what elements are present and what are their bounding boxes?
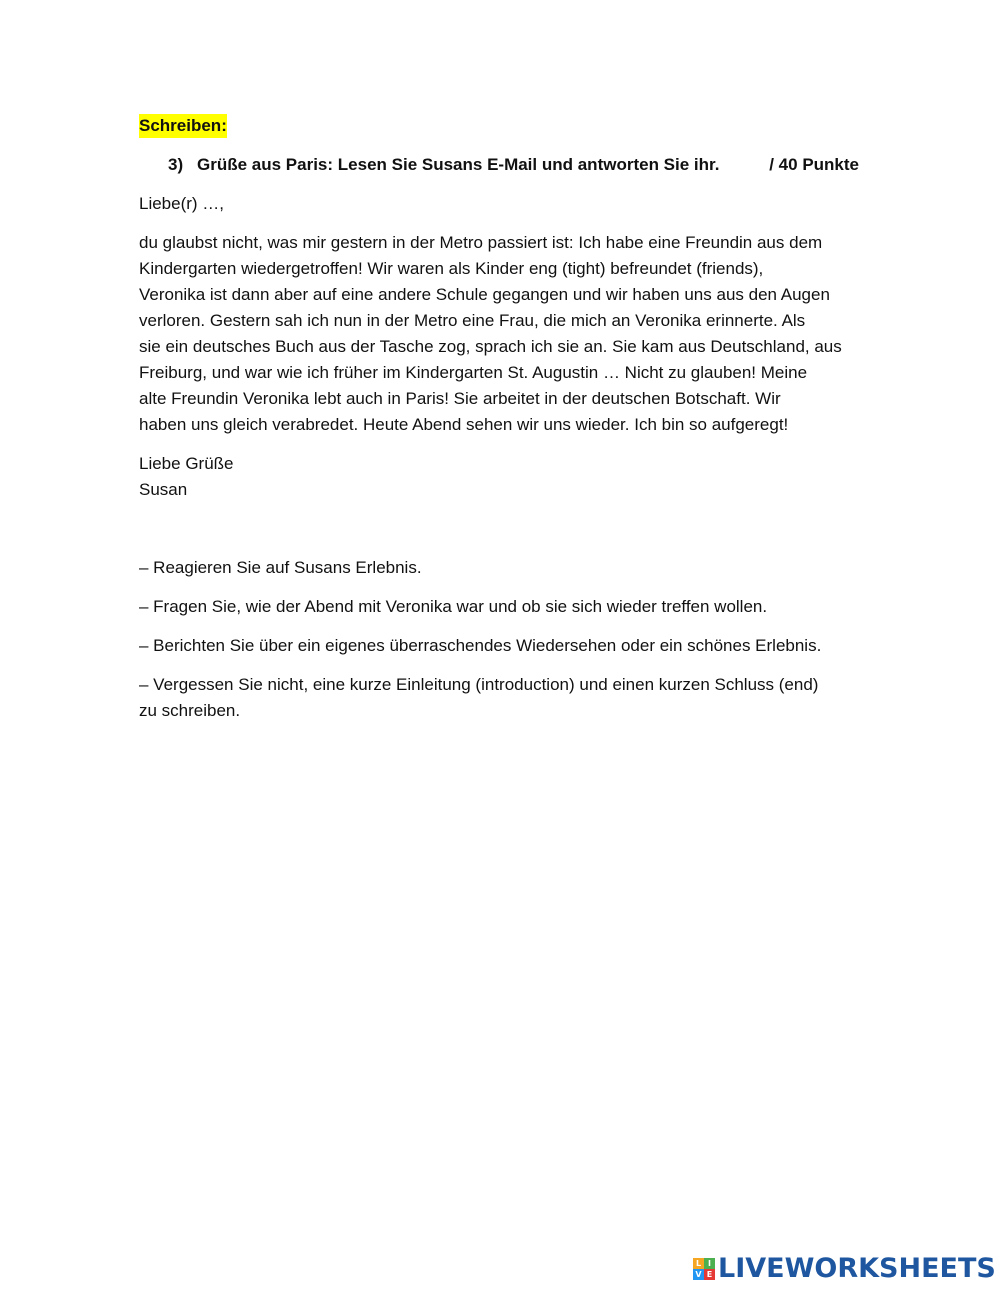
logo-badge-letter: V: [693, 1269, 704, 1280]
task-heading: [139, 152, 861, 178]
letter-line: Freiburg, und war wie ich früher im Kindergarten St. Augustin … Nicht zu glauben! Meine: [139, 363, 808, 382]
letter-closing: [139, 451, 861, 503]
worksheet-page: [139, 112, 861, 737]
logo-text: LIVEWORKSHEETS: [718, 1253, 996, 1284]
task-points: / 40 Punkte: [769, 155, 859, 174]
letter-line: alte Freundin Veronika lebt auch in Paris! Sie arbeitet in der deutschen Botschaft. Wir: [139, 389, 781, 408]
section-title: Schreiben:: [139, 114, 227, 138]
logo-badge-letter: E: [704, 1269, 715, 1280]
letter-line: sie ein deutsches Buch aus der Tasche zog, sprach ich sie an. Sie kam aus Deutschland, aus: [139, 337, 842, 356]
task-number: 3): [168, 155, 184, 174]
letter-body: [139, 230, 861, 438]
letter-salutation: Liebe(r) …,: [139, 194, 225, 213]
task-heading-text: Grüße aus Paris: Lesen Sie Susans E-Mail und antworten Sie ihr.: [197, 155, 720, 174]
signature: Susan: [139, 480, 188, 499]
closing-greeting: Liebe Grüße: [139, 454, 234, 473]
instruction-item: – Vergessen Sie nicht, eine kurze Einleitung (introduction) und einen kurzen Schluss (end): [139, 675, 819, 694]
instruction-item-multiline: [139, 672, 861, 724]
letter-line: verloren. Gestern sah ich nun in der Metro eine Frau, die mich an Veronika erinnerte. Als: [139, 311, 806, 330]
instruction-continuation: zu schreiben.: [139, 701, 241, 720]
letter-line: du glaubst nicht, was mir gestern in der Metro passiert ist: Ich habe eine Freundin aus dem: [139, 233, 823, 252]
instruction-list: [139, 555, 861, 724]
letter-line: Veronika ist dann aber auf eine andere Schule gegangen und wir haben uns aus den Augen: [139, 285, 830, 304]
letter-line: Kindergarten wiedergetroffen! Wir waren als Kinder eng (tight) befreundet (friends),: [139, 259, 764, 278]
letter-line: haben uns gleich verabredet. Heute Abend sehen wir uns wieder. Ich bin so aufgeregt!: [139, 415, 789, 434]
instruction-item: – Fragen Sie, wie der Abend mit Veronika war und ob sie sich wieder treffen wollen.: [139, 597, 768, 616]
logo-badge-icon: [693, 1258, 715, 1280]
logo-badge-letter: L: [693, 1258, 704, 1269]
liveworksheets-logo: [693, 1254, 996, 1284]
logo-badge-letter: I: [704, 1258, 715, 1269]
instruction-item: – Berichten Sie über ein eigenes überraschendes Wiedersehen oder ein schönes Erlebnis.: [139, 636, 822, 655]
instruction-item: – Reagieren Sie auf Susans Erlebnis.: [139, 558, 422, 577]
